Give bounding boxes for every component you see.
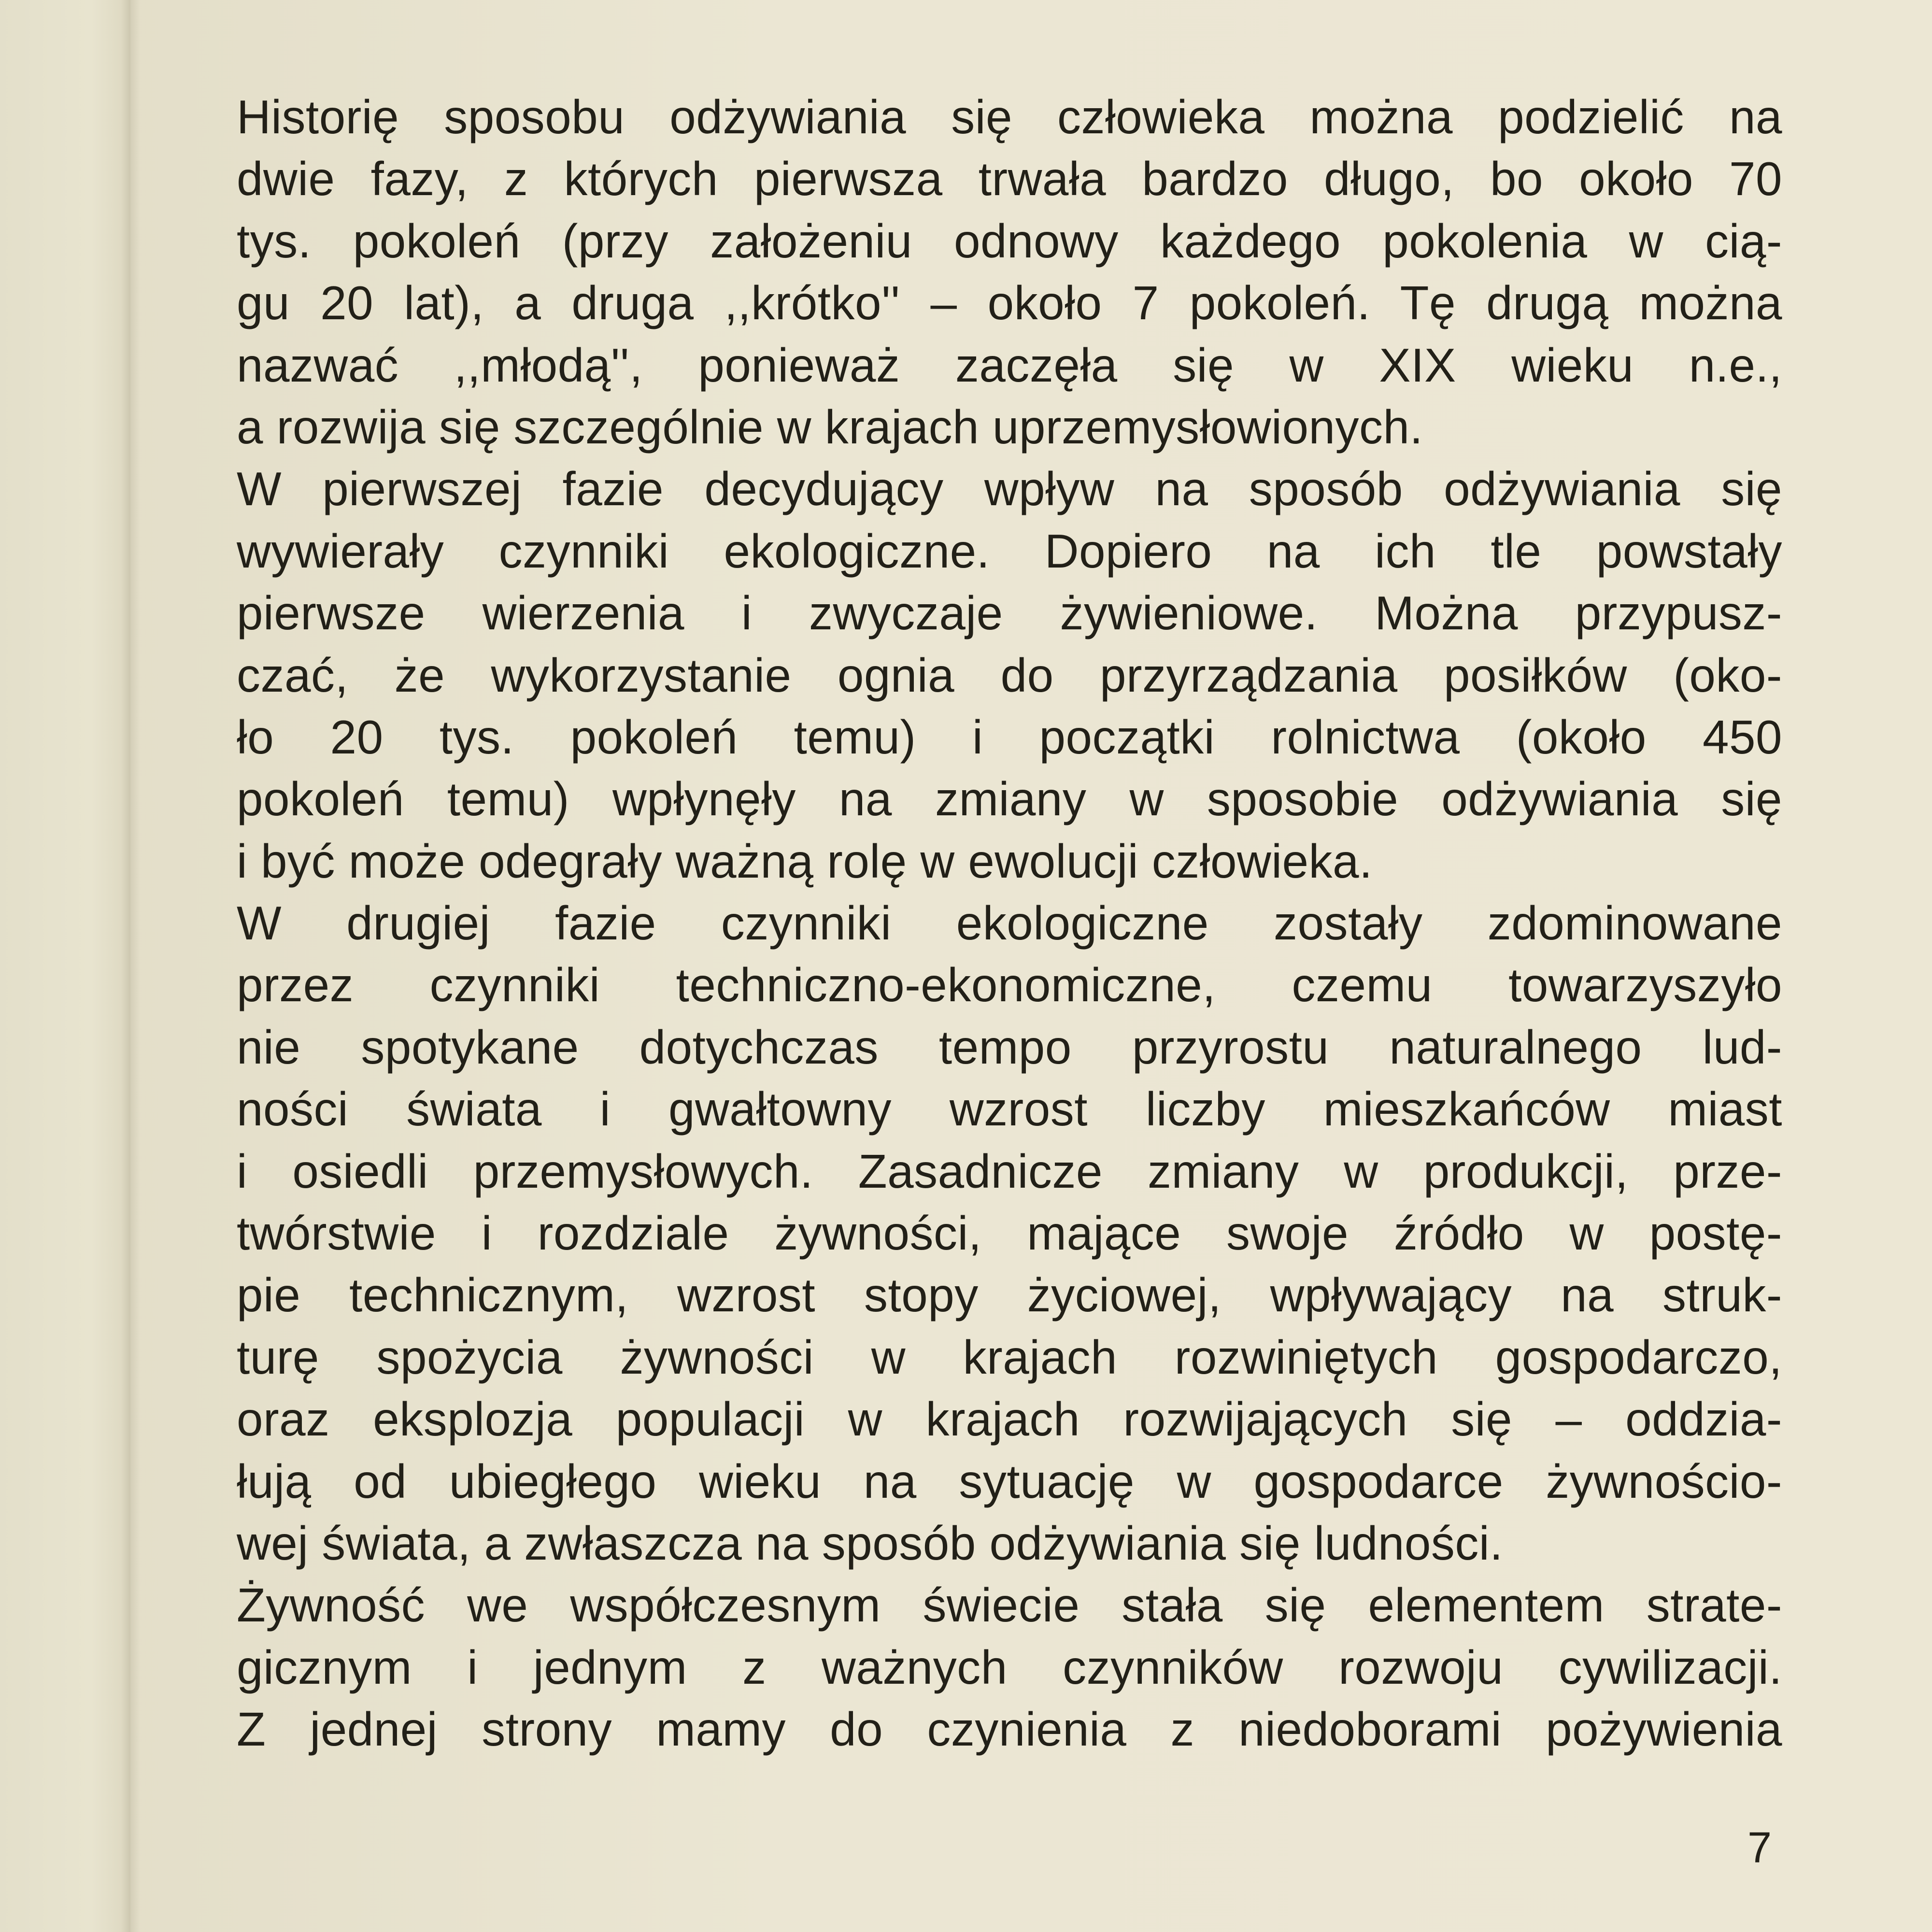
text-line: łują od ubiegłego wieku na sytuację w gospodarce żywnościo- [237, 1454, 1782, 1508]
text-line: tys. pokoleń (przy założeniu odnowy każdego pokolenia w cią- [237, 214, 1782, 268]
text-line: pie technicznym, wzrost stopy życiowej, wpływający na struk- [237, 1268, 1782, 1322]
text-line: Historię sposobu odżywiania się człowieka można podzielić na [237, 90, 1782, 143]
text-line: twórstwie i rozdziale żywności, mające swoje źródło w postę- [237, 1207, 1782, 1260]
text-line: Żywność we współczesnym świecie stała się elementem strate- [237, 1578, 1782, 1632]
text-line: dwie fazy, z których pierwsza trwała bardzo długo, bo około 70 [237, 152, 1782, 206]
text-line: i osiedli przemysłowych. Zasadnicze zmiany w produkcji, prze- [237, 1144, 1782, 1198]
text-line: turę spożycia żywności w krajach rozwiniętych gospodarczo, [237, 1330, 1782, 1384]
text-line: oraz eksplozja populacji w krajach rozwijających się – oddzia- [237, 1392, 1782, 1446]
page-number: 7 [1747, 1824, 1772, 1872]
text-line: ło 20 tys. pokoleń temu) i początki rolnictwa (około 450 [237, 710, 1782, 764]
text-line: przez czynniki techniczno-ekonomiczne, czemu towarzyszyło [237, 958, 1782, 1012]
text-line: gu 20 lat), a druga ,,krótko'' – około 7 pokoleń. Tę drugą można [237, 276, 1782, 330]
page-gutter [121, 0, 140, 1932]
text-line: i być może odegrały ważną rolę w ewolucji człowieka. [237, 834, 1373, 888]
text-line: W pierwszej fazie decydujący wpływ na sposób odżywiania się [237, 462, 1782, 516]
text-line: pierwsze wierzenia i zwyczaje żywieniowe. Można przypusz- [237, 586, 1782, 640]
text-line: Z jednej strony mamy do czynienia z niedoborami pożywienia [237, 1703, 1782, 1756]
body-text [237, 86, 1782, 1761]
text-line: a rozwija się szczególnie w krajach uprzemysłowionych. [237, 400, 1423, 454]
previous-page-edge [0, 0, 130, 1932]
text-line: czać, że wykorzystanie ognia do przyrządzania posiłków (oko- [237, 648, 1782, 702]
text-line: ności świata i gwałtowny wzrost liczby mieszkańców miast [237, 1082, 1782, 1136]
text-line: wej świata, a zwłaszcza na sposób odżywiania się ludności. [237, 1516, 1503, 1570]
text-line: wywierały czynniki ekologiczne. Dopiero na ich tle powstały [237, 524, 1782, 578]
text-line: W drugiej fazie czynniki ekologiczne zostały zdominowane [237, 896, 1782, 950]
text-line: nazwać ,,młodą'', ponieważ zaczęła się w XIX wieku n.e., [237, 338, 1782, 392]
text-line: gicznym i jednym z ważnych czynników rozwoju cywilizacji. [237, 1640, 1782, 1694]
text-line: pokoleń temu) wpłynęły na zmiany w sposobie odżywiania się [237, 772, 1782, 826]
text-line: nie spotykane dotychczas tempo przyrostu naturalnego lud- [237, 1020, 1782, 1074]
